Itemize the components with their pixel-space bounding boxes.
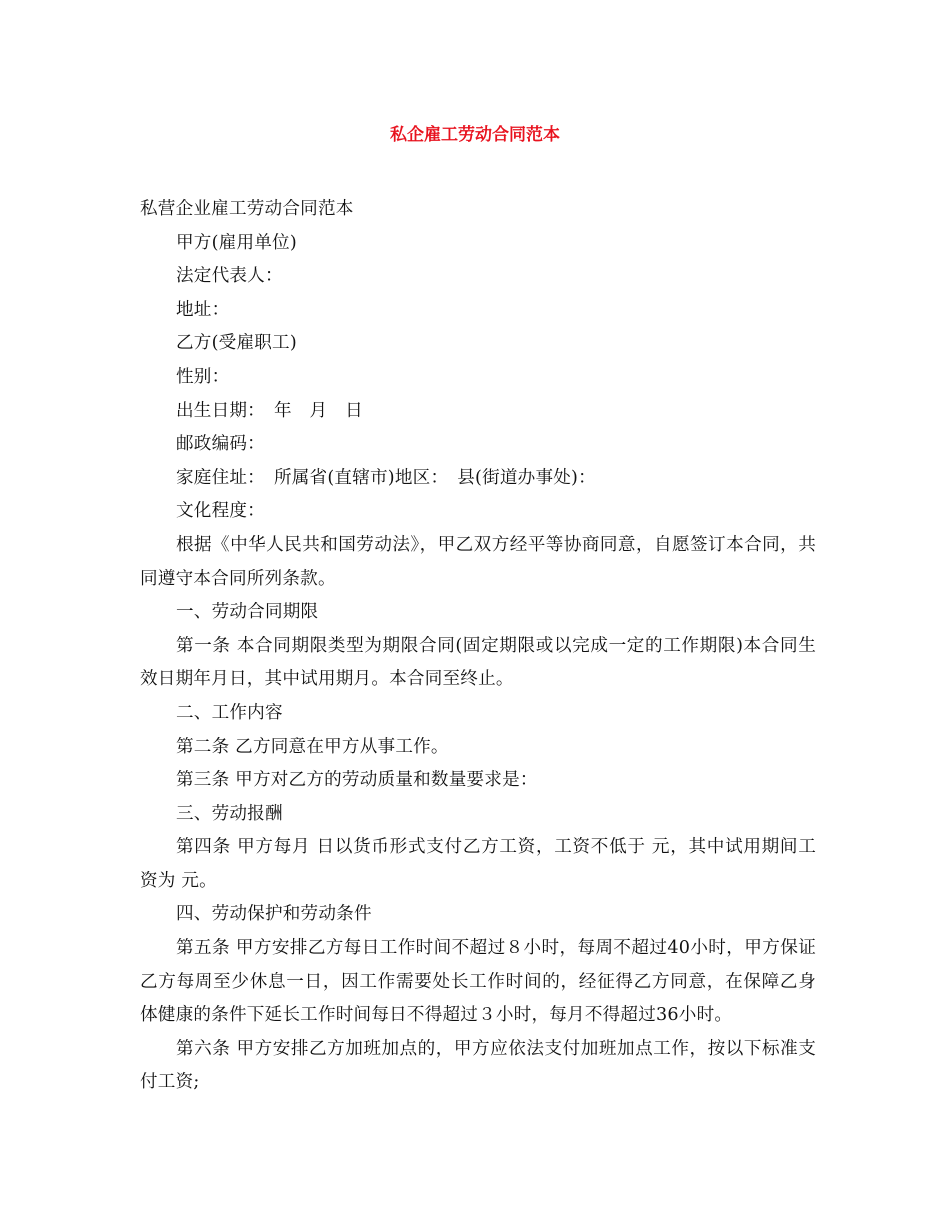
field-party-b: 乙方(受雇职工)	[176, 333, 297, 354]
field-birth-date: 出生日期： 年 月 日	[176, 400, 363, 421]
section-heading-term: 一、劳动合同期限	[176, 602, 319, 623]
document-body	[140, 193, 816, 1100]
article-6: 第六条 甲方安排乙方加班加点的，甲方应依法支付加班加点工作，按以下标准支付工资;	[140, 1038, 816, 1093]
section-heading-remuneration: 三、劳动报酬	[176, 803, 283, 824]
preamble-paragraph: 根据《中华人民共和国劳动法》，甲乙双方经平等协商同意，自愿签订本合同，共同遵守本合同所列条款。	[140, 534, 816, 589]
field-home-address: 家庭住址： 所属省(直辖市)地区： 县(街道办事处)：	[176, 467, 596, 488]
field-gender: 性别：	[176, 366, 230, 387]
section-heading-work-content: 二、工作内容	[176, 702, 283, 723]
article-3: 第三条 甲方对乙方的劳动质量和数量要求是：	[176, 770, 538, 791]
article-4: 第四条 甲方每月 日以货币形式支付乙方工资，工资不低于 元，其中试用期间工资为 元。	[140, 837, 816, 891]
field-legal-rep: 法定代表人：	[176, 266, 283, 287]
article-1: 第一条 本合同期限类型为期限合同(固定期限或以完成一定的工作期限)本合同生效日期年月日，其中试用期月。本合同至终止。	[140, 635, 816, 690]
section-heading-labor-protection: 四、劳动保护和劳动条件	[176, 904, 372, 925]
field-party-a: 甲方(雇用单位)	[176, 232, 297, 253]
article-5: 第五条 甲方安排乙方每日工作时间不超过８小时，每周不超过40小时，甲方保证乙方每周至少休息一日，因工作需要处长工作时间的，经征得乙方同意，在保障乙身体健康的条件下延长工作时间每日不得超过３小时，每月不得超过36小时。	[140, 938, 816, 1026]
field-address: 地址：	[176, 299, 230, 320]
field-postal-code: 邮政编码：	[176, 434, 265, 455]
article-2: 第二条 乙方同意在甲方从事工作。	[176, 736, 449, 757]
document-title: 私企雇工劳动合同范本	[390, 125, 560, 145]
field-education: 文化程度：	[176, 501, 265, 522]
document-subtitle: 私营企业雇工劳动合同范本	[140, 199, 354, 219]
